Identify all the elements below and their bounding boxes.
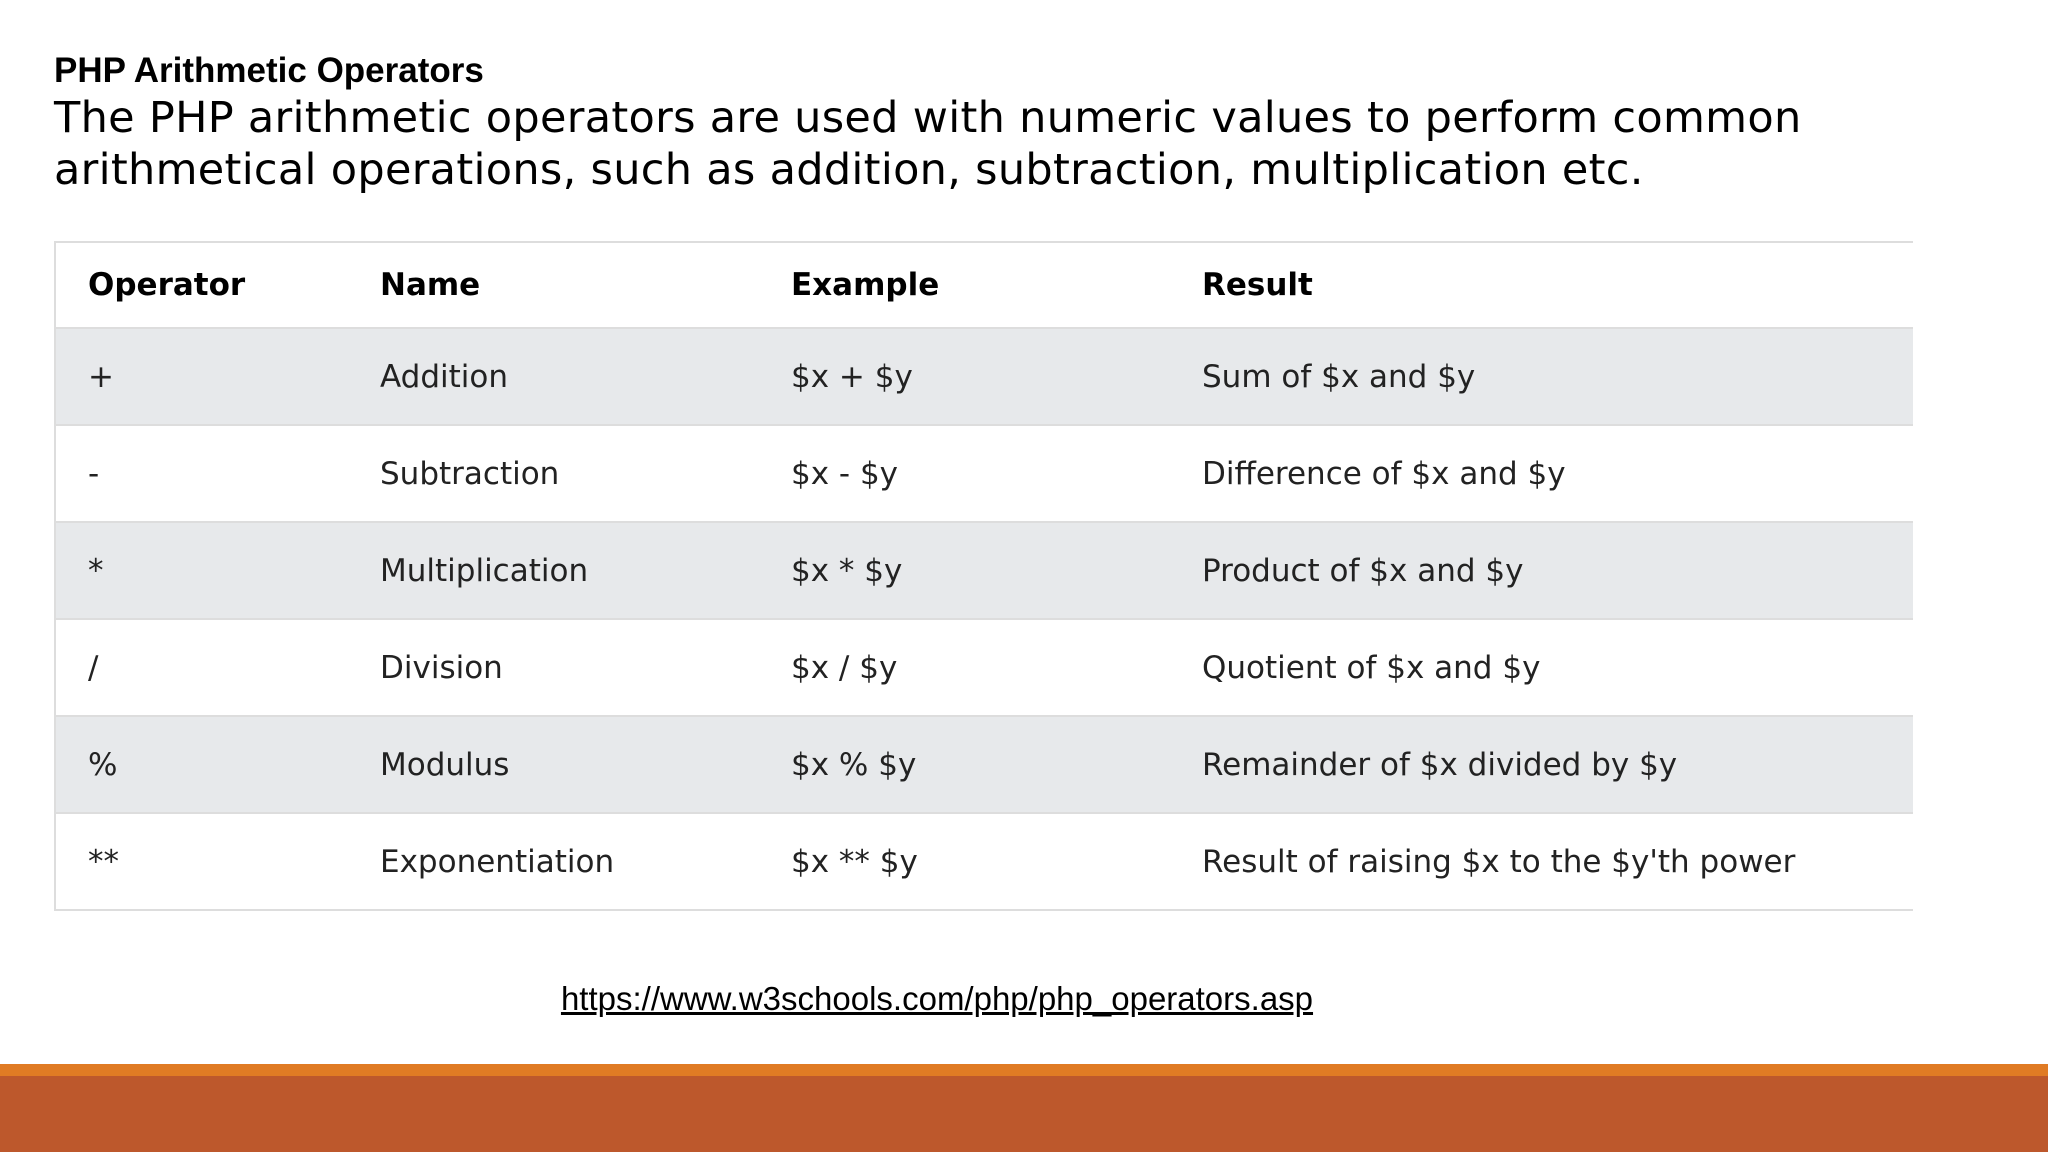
table-row [56,813,1913,909]
result-cell: Quotient of $x and $y [1170,619,1913,716]
footer-bar [0,1076,2048,1152]
name-cell: Addition [348,328,759,425]
operator-cell: + [56,328,348,425]
header-name: Name [348,243,759,328]
footer-accent-stripe [0,1064,2048,1076]
table-row [56,716,1913,813]
operator-cell: * [56,522,348,619]
header-operator: Operator [56,243,348,328]
table-row [56,425,1913,522]
table-header-row [56,243,1913,328]
name-cell: Division [348,619,759,716]
name-cell: Multiplication [348,522,759,619]
header-result: Result [1170,243,1913,328]
operators-table-container [54,241,1913,911]
example-cell: $x ** $y [759,813,1170,909]
example-cell: $x / $y [759,619,1170,716]
table-row [56,522,1913,619]
operator-cell: / [56,619,348,716]
table-row [56,619,1913,716]
result-cell: Result of raising $x to the $y'th power [1170,813,1913,909]
example-cell: $x * $y [759,522,1170,619]
source-link[interactable]: https://www.w3schools.com/php/php_operators.asp [560,980,1314,1017]
operator-cell: % [56,716,348,813]
name-cell: Subtraction [348,425,759,522]
slide-title: PHP Arithmetic Operators [54,51,484,90]
example-cell: $x + $y [759,328,1170,425]
operators-table [56,243,1913,909]
result-cell: Sum of $x and $y [1170,328,1913,425]
slide-description: The PHP arithmetic operators are used with numeric values to perform common arithmetical operations, such as addition, subtraction, multiplication etc. [54,93,1802,195]
result-cell: Product of $x and $y [1170,522,1913,619]
result-cell: Difference of $x and $y [1170,425,1913,522]
example-cell: $x - $y [759,425,1170,522]
example-cell: $x % $y [759,716,1170,813]
table-row [56,328,1913,425]
operator-cell: ** [56,813,348,909]
name-cell: Modulus [348,716,759,813]
name-cell: Exponentiation [348,813,759,909]
result-cell: Remainder of $x divided by $y [1170,716,1913,813]
header-example: Example [759,243,1170,328]
operator-cell: - [56,425,348,522]
